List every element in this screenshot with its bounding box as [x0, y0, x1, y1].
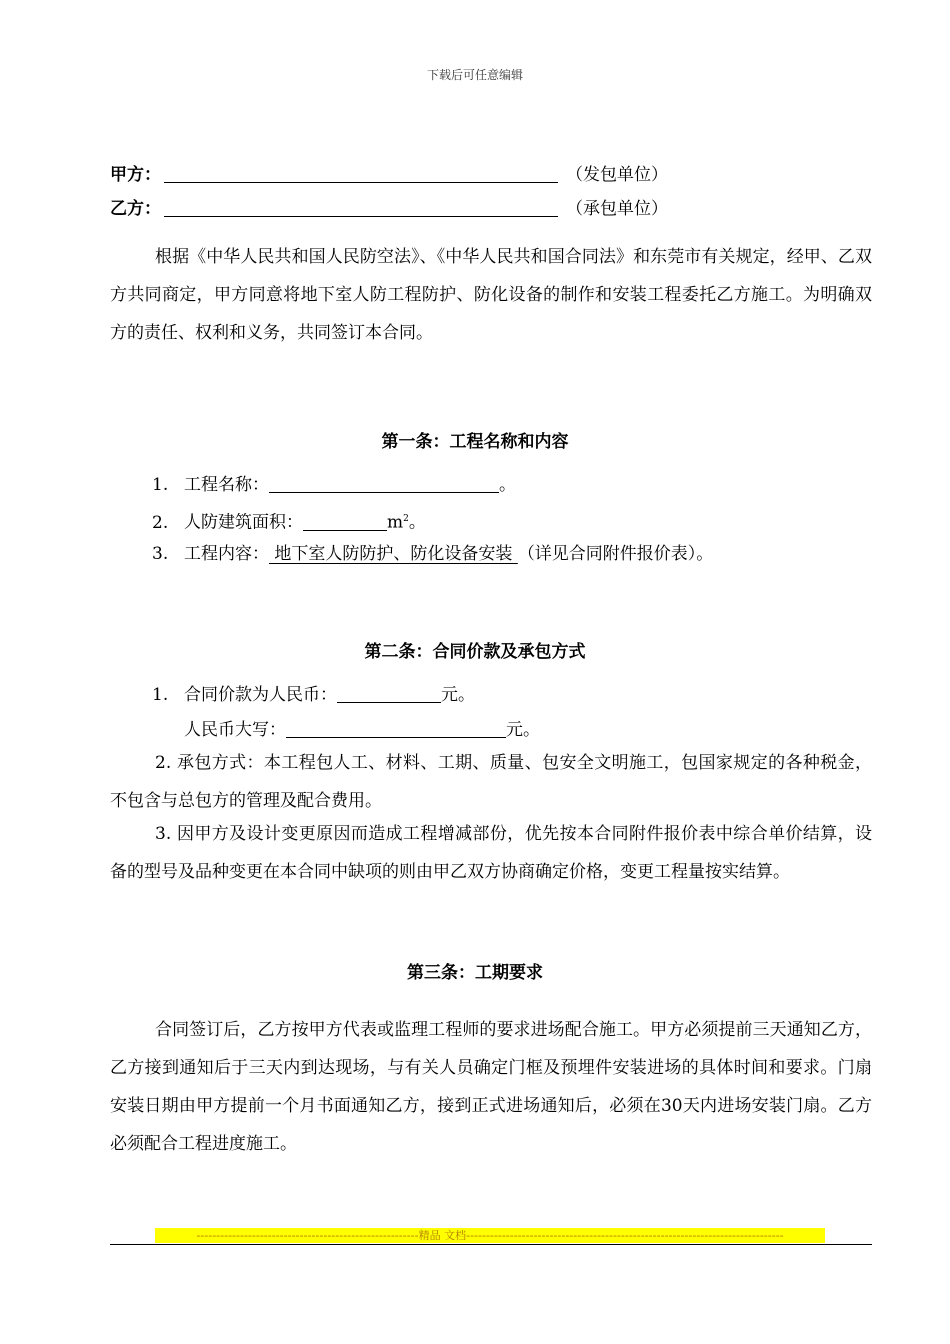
item-label: 人民币大写： — [184, 720, 286, 740]
item-number: 1. — [152, 685, 169, 705]
article3-title: 第三条：工期要求 — [407, 963, 543, 983]
party-b-row — [110, 197, 668, 221]
party-a-row — [110, 163, 668, 187]
article2-item1b — [184, 718, 540, 742]
item-end: 。 — [499, 475, 516, 495]
item-number: 2. — [152, 512, 169, 533]
article1-item3 — [152, 542, 713, 566]
party-a-label: 甲方： — [110, 165, 161, 185]
item-end: 元。 — [506, 720, 540, 740]
item-end: 元。 — [441, 685, 475, 705]
item-label: 工程内容： — [184, 544, 269, 564]
item-label: 工程名称： — [184, 475, 269, 495]
intro-paragraph: 根据《中华人民共和国人民防空法》、《中华人民共和国合同法》和东莞市有关规定，经甲、乙双方共同商定，甲方同意将地下室人防工程防护、防化设备的制作和安装工程委托乙方施工。为明确双方的责任、权利和义务，共同签订本合同。 — [110, 247, 872, 343]
project-name-blank — [269, 474, 499, 493]
article2-item3: 3. 因甲方及设计变更原因而造成工程增减部份，优先按本合同附件报价表中综合单价结算，设备的型号及品种变更在本合同中缺项的则由甲乙双方协商确定价格，变更工程量按实结算。 — [110, 824, 872, 882]
project-content-value: 地下室人防防护、防化设备安装 — [269, 544, 518, 564]
article1-item2 — [152, 507, 426, 531]
article2-item2: 2. 承包方式：本工程包人工、材料、工期、质量、包安全文明施工，包国家规定的各种税金，不包含与总包方的管理及配合费用。 — [110, 753, 872, 811]
footer-band: --------------------------------------------------------精品 文档-------------------------------------------------------------------------------- — [155, 1228, 825, 1243]
item-end: （详见合同附件报价表）。 — [517, 544, 714, 564]
article3-body: 合同签订后，乙方按甲方代表或监理工程师的要求进场配合施工。甲方必须提前三天通知乙方，乙方接到通知后于三天内到达现场，与有关人员确定门框及预埋件安装进场的具体时间和要求。门扇安装日期由甲方提前一个月书面通知乙方，接到正式进场通知后，必须在30天内进场安装门扇。乙方必须配合工程进度施工。 — [110, 1020, 872, 1154]
area-unit-sup: 2 — [403, 514, 409, 524]
item-number: 3. — [152, 544, 169, 564]
article2-title: 第二条：合同价款及承包方式 — [364, 642, 586, 662]
party-a-blank — [164, 164, 558, 183]
item-number: 1. — [152, 475, 169, 495]
party-a-role: （发包单位） — [566, 165, 668, 185]
area-unit: m — [387, 512, 404, 533]
header-note: 下载后可任意编辑 — [426, 68, 523, 82]
price-words-blank — [286, 719, 506, 738]
area-blank — [303, 512, 387, 531]
party-b-role: （承包单位） — [566, 199, 668, 219]
party-b-label: 乙方： — [110, 199, 161, 219]
article2-item1 — [152, 683, 475, 707]
item-end: 。 — [408, 512, 426, 533]
item-label: 合同价款为人民币： — [184, 685, 337, 705]
party-b-blank — [164, 198, 558, 217]
item-label: 人防建筑面积： — [184, 512, 303, 533]
footer-rule — [110, 1244, 872, 1245]
price-blank — [337, 684, 441, 703]
article1-item1 — [152, 473, 516, 497]
article1-title: 第一条：工程名称和内容 — [381, 432, 569, 452]
